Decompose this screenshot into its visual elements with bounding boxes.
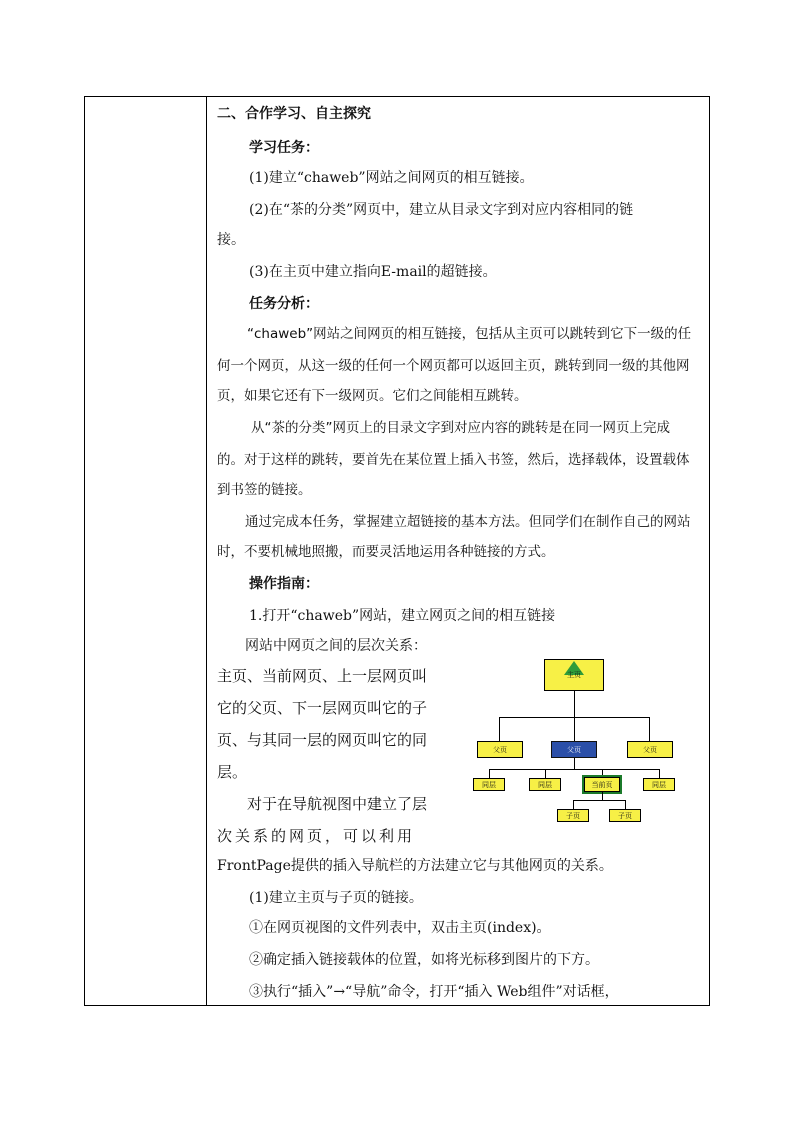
analysis-line: 何一个网页，从这一级的任何一个网页都可以返回主页，跳转到同一级的其他网 [217, 358, 690, 374]
analysis-line: “chaweb”网站之间网页的相互链接，包括从主页可以跳转到它下一级的任 [247, 326, 692, 342]
hierarchy-diagram [467, 659, 697, 839]
task-heading: 学习任务： [249, 140, 319, 156]
task-2: (2)在“茶的分类”网页中，建立从目录文字到对应内容相同的链 [249, 202, 634, 218]
parent-right-box: 父页 [627, 741, 673, 758]
analysis-line: 通过完成本任务，掌握建立超链接的基本方法。但同学们在制作自己的网站 [245, 514, 691, 530]
section-title: 二、合作学习、自主探究 [217, 106, 371, 122]
current-parent-box: 父页 [551, 741, 597, 758]
guide-line: 网站中网页之间的层次关系： [245, 638, 427, 654]
guide-heading: 操作指南： [249, 576, 319, 592]
guide-line: (1)建立主页与子页的链接。 [249, 890, 423, 906]
child-box: 子页 [609, 809, 641, 822]
analysis-line: 到书签的链接。 [217, 482, 312, 498]
guide-line: 页、与其同一层的网页叫它的同 [217, 731, 428, 749]
connector [545, 769, 546, 778]
connector [574, 717, 575, 741]
guide-line: ①在网页视图的文件列表中，双击主页(index)。 [249, 920, 551, 936]
analysis-line: 的。对于这样的跳转，要首先在某位置上插入书签，然后，选择载体，设置载体 [217, 452, 690, 468]
lesson-table [84, 96, 710, 1006]
sibling-box: 同层 [473, 778, 505, 791]
connector [659, 769, 660, 778]
task-3: (3)在主页中建立指向E-mail的超链接。 [249, 264, 497, 280]
connector [499, 717, 500, 741]
connector [625, 800, 626, 809]
parent-left-box: 父页 [477, 741, 523, 758]
guide-line: ②确定插入链接载体的位置，如将光标移到图片的下方。 [249, 952, 599, 968]
connector [489, 769, 490, 778]
connector [489, 769, 659, 770]
task-1: (1)建立“chaweb”网站之间网页的相互链接。 [249, 170, 534, 186]
home-label: 主页 [567, 671, 581, 679]
analysis-line: 从“茶的分类”网页上的目录文字到对应内容的跳转是在同一网页上完成 [251, 420, 670, 436]
analysis-line: 页，如果它还有下一级网页。它们之间能相互跳转。 [217, 388, 528, 404]
current-page-box: 当前页 [584, 777, 620, 792]
child-box: 子页 [557, 809, 589, 822]
guide-line: 次关系的网页，可以利用 [217, 827, 416, 845]
analysis-heading: 任务分析： [249, 296, 319, 312]
column-divider [206, 97, 207, 1005]
connector [649, 717, 650, 741]
guide-line: 层。 [217, 763, 248, 781]
guide-line: FrontPage提供的插入导航栏的方法建立它与其他网页的关系。 [217, 858, 613, 874]
connector [574, 758, 575, 769]
guide-line: ③执行“插入”→“导航”命令，打开“插入 Web组件”对话框， [249, 984, 619, 1000]
guide-line: 对于在导航视图中建立了层 [247, 795, 428, 813]
connector [573, 800, 574, 809]
task-2-cont: 接。 [217, 232, 245, 248]
sibling-box: 同层 [643, 778, 675, 791]
analysis-line: 时，不要机械地照搬，而要灵活地运用各种链接的方式。 [217, 544, 555, 560]
guide-step-1: 1.打开“chaweb”网站，建立网页之间的相互链接 [249, 608, 556, 624]
guide-line: 主页、当前网页、上一层网页叫 [217, 667, 428, 685]
sibling-box: 同层 [529, 778, 561, 791]
connector [573, 800, 625, 801]
connector [602, 792, 603, 800]
connector [574, 691, 575, 717]
guide-line: 它的父页、下一层网页叫它的子 [217, 699, 428, 717]
